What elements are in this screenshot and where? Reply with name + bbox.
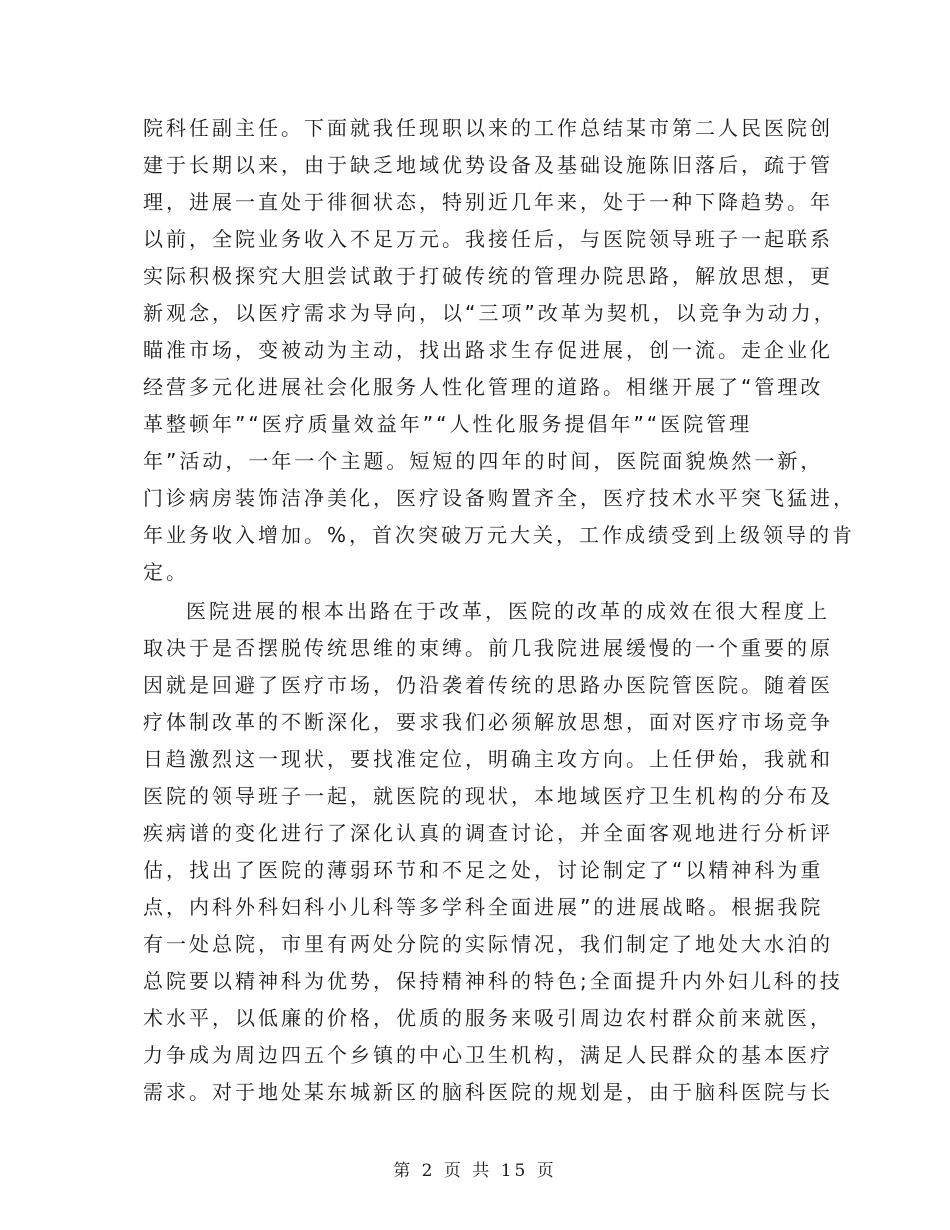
text-line: 实际积极探究大胆尝试敢于打破传统的管理办院思路，解放思想，更 <box>143 264 833 288</box>
text-line: 年业务收入增加。%，首次突破万元大关，工作成绩受到上级领导的肯 <box>143 523 856 547</box>
text-line: 取决于是否摆脱传统思维的束缚。前几我院进展缓慢的一个重要的原 <box>143 636 833 660</box>
text-line: 因就是回避了医疗市场，仍沿袭着传统的思路办医院管医院。随着医 <box>143 673 833 697</box>
paragraph-first-line: 医院进展的根本出路在于改革，医院的改革的成效在很大程度上 <box>186 599 830 623</box>
text-line: 革整顿年”“医疗质量效益年”“人性化服务提倡年”“医院管理 <box>143 412 753 436</box>
text-line: 经营多元化进展社会化服务人性化管理的道路。相继开展了“管理改 <box>143 375 824 399</box>
text-line: 门诊病房装饰洁净美化，医疗设备购置齐全，医疗技术水平突飞猛进， <box>143 486 856 510</box>
text-line: 定。 <box>143 560 189 584</box>
text-line: 以前，全院业务收入不足万元。我接任后，与医院领导班子一起联系 <box>143 227 833 251</box>
text-line: 院科任副主任。下面就我任现职以来的工作总结某市第二人民医院创 <box>143 116 833 140</box>
text-line: 总院要以精神科为优势，保持精神科的特色;全面提升内外妇儿科的技 <box>143 969 843 993</box>
text-line: 建于长期以来，由于缺乏地域优势设备及基础设施陈旧落后，疏于管 <box>143 153 833 177</box>
text-line: 术水平，以低廉的价格，优质的服务来吸引周边农村群众前来就医， <box>143 1006 833 1030</box>
text-line: 日趋激烈这一现状，要找准定位，明确主攻方向。上任伊始，我就和 <box>143 747 833 771</box>
text-line: 年”活动，一年一个主题。短短的四年的时间，医院面貌焕然一新， <box>143 449 824 473</box>
text-line: 医院的领导班子一起，就医院的现状，本地域医疗卫生机构的分布及 <box>143 784 833 808</box>
text-line: 理，进展一直处于徘徊状态，特别近几年来，处于一种下降趋势。年 <box>143 190 833 214</box>
text-line: 瞄准市场，变被动为主动，找出路求生存促进展，创一流。走企业化 <box>143 338 833 362</box>
text-line: 需求。对于地处某东城新区的脑科医院的规划是，由于脑科医院与长 <box>143 1080 833 1104</box>
text-line: 估，找出了医院的薄弱环节和不足之处，讨论制定了“以精神科为重 <box>143 858 824 882</box>
text-line: 力争成为周边四五个乡镇的中心卫生机构，满足人民群众的基本医疗 <box>143 1043 833 1067</box>
text-line: 点，内科外科妇科小儿科等多学科全面进展”的进展战略。根据我院 <box>143 895 824 919</box>
text-line: 疾病谱的变化进行了深化认真的调查讨论，并全面客观地进行分析评 <box>143 821 833 845</box>
page-number-footer: 第 2 页 共 15 页 <box>393 1161 557 1181</box>
text-line: 疗体制改革的不断深化，要求我们必须解放思想，面对医疗市场竞争 <box>143 710 833 734</box>
text-line: 有一处总院，市里有两处分院的实际情况，我们制定了地处大水泊的 <box>143 932 833 956</box>
text-line: 新观念，以医疗需求为导向，以“三项”改革为契机，以竞争为动力， <box>143 301 837 325</box>
